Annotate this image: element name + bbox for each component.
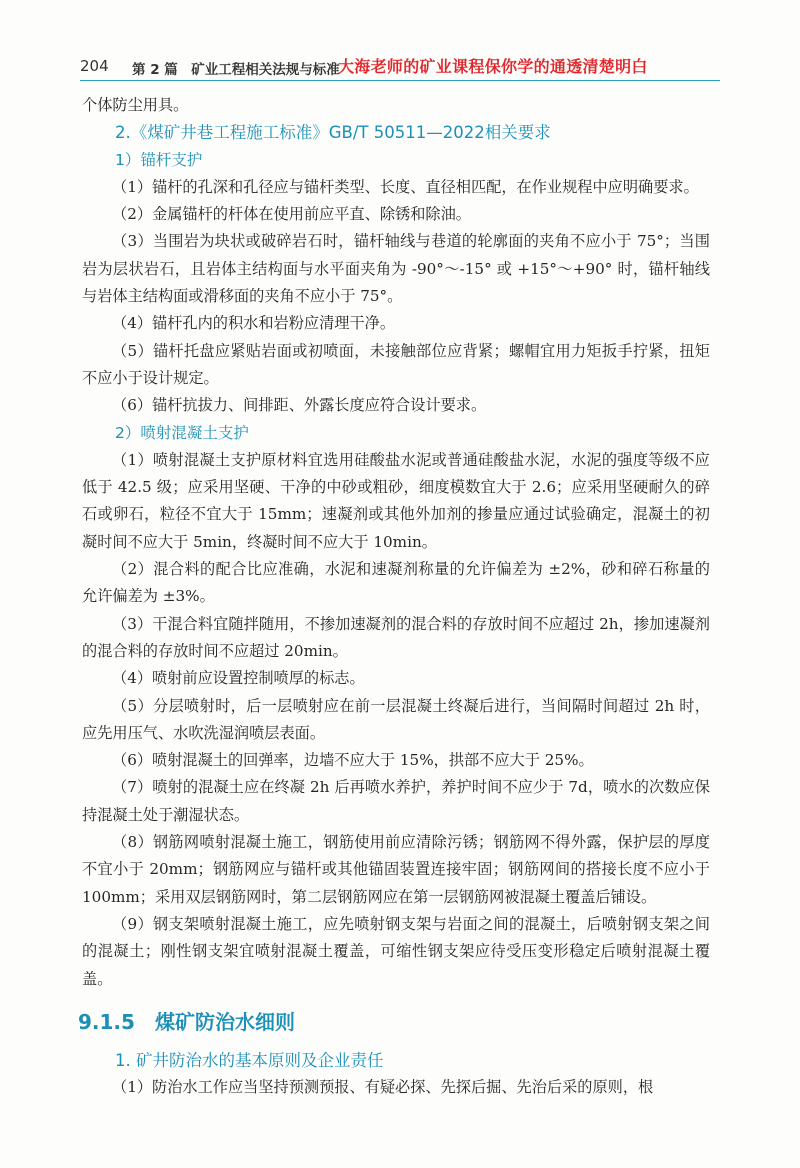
list-item: （4）锚杆孔内的积水和岩粉应清理干净。	[112, 314, 396, 333]
subsection-heading: 2）喷射混凝土支护	[115, 423, 249, 442]
section-heading: 1. 矿井防治水的基本原则及企业责任	[115, 1050, 384, 1070]
list-item: （2）金属锚杆的杆体在使用前应平直、除锈和除油。	[112, 205, 471, 224]
list-item: （1）喷射混凝土支护原材料宜选用硅酸盐水泥或普通硅酸盐水泥，水泥的强度等级不应低于 42.5 级；应采用坚硬、干净的中砂或粗砂，细度模数宜大于 2.6；应采用坚硬耐久的碎石或卵石，粒径不宜大于 15mm；速凝剂或其他外加剂的掺量应通过试验确定，混凝土的初凝时间不应大于 5min，终凝时间不应大于 10min。	[82, 450, 710, 551]
chapter-section-title: 9.1.5 煤矿防治水细则	[78, 1009, 295, 1034]
list-item: （2）混合料的配合比应准确，水泥和速凝剂称量的允许偏差为 ±2%，砂和碎石称量的允许偏差为 ±3%。	[82, 560, 710, 606]
watermark-text: 大海老师的矿业课程保你学的通透清楚明白	[338, 57, 648, 76]
section-heading: 2.《煤矿井巷工程施工标准》GB/T 50511—2022相关要求	[115, 123, 551, 143]
list-item: （5）锚杆托盘应紧贴岩面或初喷面，未接触部位应背紧；螺帽宜用力矩扳手拧紧，扭矩不应小于设计规定。	[82, 341, 710, 387]
list-item: （8）钢筋网喷射混凝土施工，钢筋使用前应清除污锈；钢筋网不得外露，保护层的厚度不宜小于 20mm；钢筋网应与锚杆或其他锚固装置连接牢固；钢筋网间的搭接长度不应小于 100mm；采用双层钢筋网时，第二层钢筋网应在第一层钢筋网被混凝土覆盖后铺设。	[82, 833, 710, 906]
list-item: （9）钢支架喷射混凝土施工，应先喷射钢支架与岩面之间的混凝土，后喷射钢支架之间的混凝土；刚性钢支架宜喷射混凝土覆盖，可缩性钢支架应待受压变形稳定后喷射混凝土覆盖。	[82, 914, 710, 988]
list-item: （1）防治水工作应当坚持预测预报、有疑必探、先探后掘、先治后采的原则，根	[112, 1078, 654, 1097]
list-item: （3）干混合料宜随拌随用，不掺加速凝剂的混合料的存放时间不应超过 2h，掺加速凝剂的混合料的存放时间不应超过 20min。	[82, 614, 710, 660]
page-body	[78, 92, 710, 1101]
list-item: （6）喷射混凝土的回弹率，边墙不应大于 15%，拱部不应大于 25%。	[112, 751, 594, 770]
list-item: （3）当围岩为块状或破碎岩石时，锚杆轴线与巷道的轮廓面的夹角不应小于 75°；当围岩为层状岩石，且岩体主结构面与水平面夹角为 -90°～-15° 或 +15°～+90° 时，锚杆轴线与岩体主结构面或滑移面的夹角不应小于 75°。	[82, 232, 710, 306]
list-item: （1）锚杆的孔深和孔径应与锚杆类型、长度、直径相匹配，在作业规程中应明确要求。	[112, 177, 699, 196]
list-item: （4）喷射前应设置控制喷厚的标志。	[112, 669, 365, 688]
running-title: 第 2 篇 矿业工程相关法规与标准	[132, 62, 340, 78]
paragraph: 个体防尘用具。	[82, 96, 189, 114]
list-item: （7）喷射的混凝土应在终凝 2h 后再喷水养护，养护时间不应少于 7d，喷水的次数应保持混凝土处于潮湿状态。	[82, 778, 710, 824]
subsection-heading: 1）锚杆支护	[115, 150, 203, 169]
page-header	[80, 50, 720, 81]
list-item: （6）锚杆抗拔力、间排距、外露长度应符合设计要求。	[112, 396, 487, 415]
page-number: 204	[80, 57, 109, 75]
list-item: （5）分层喷射时，后一层喷射应在前一层混凝土终凝后进行，当间隔时间超过 2h 时，应先用压气、水吹洗湿润喷层表面。	[82, 696, 710, 742]
